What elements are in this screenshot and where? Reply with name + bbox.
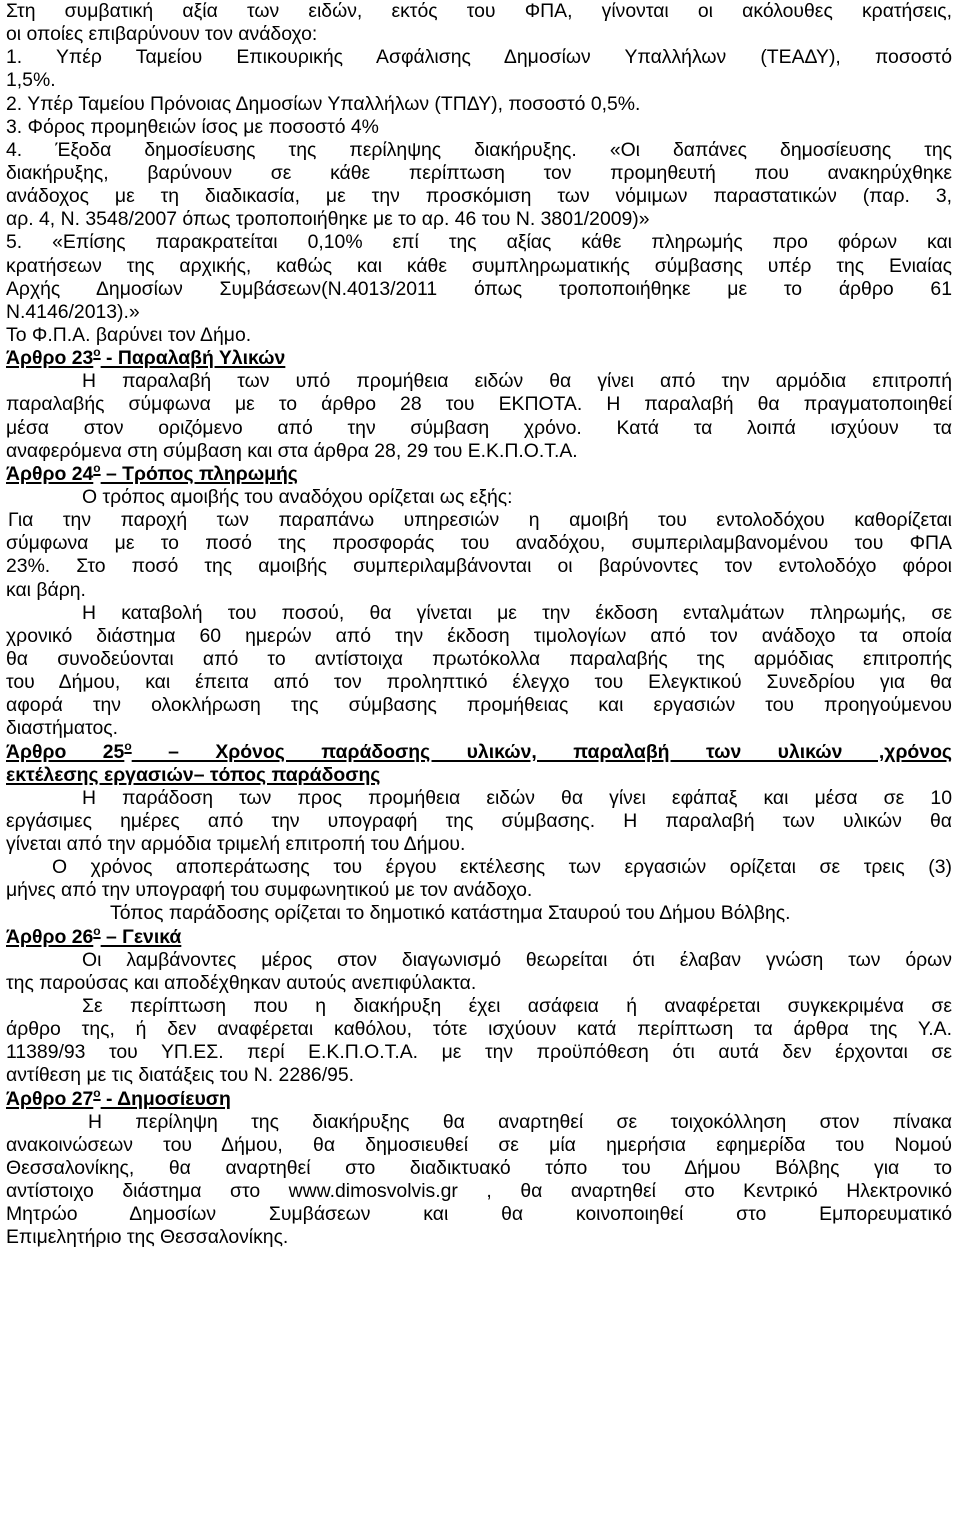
text-line: [6, 856, 952, 879]
line-text: Θεσσαλονίκης, θα αναρτηθεί στο διαδικτυακό τόπο του Δήμου Βόλβης για το: [6, 1157, 952, 1180]
text-line: [6, 185, 952, 208]
line-text: διαστήματος.: [6, 717, 119, 740]
text-line: [6, 579, 952, 602]
line-text: Ο χρόνος αποπεράτωσης του έργου εκτέλεσης των εργασιών ορίζεται σε τρεις (3): [52, 856, 952, 879]
line-text: Το Φ.Π.Α. βαρύνει τον Δήμο.: [6, 323, 252, 346]
heading-text: Άρθρο 26: [6, 925, 94, 948]
line-text: Επιμελητήριο της Θεσσαλονίκης.: [6, 1226, 289, 1249]
heading-text: Άρθρο 25: [6, 740, 125, 763]
superscript: ο: [124, 738, 132, 753]
line-text: θα συνοδεύονται από το αντίστοιχα πρωτόκολλα παραλαβής της αρμόδιας επιτροπής: [6, 647, 952, 670]
line-text: Ν.4146/2013).»: [6, 300, 140, 323]
line-text: 1,5%.: [6, 69, 56, 92]
article-heading: [6, 764, 952, 787]
superscript: ο: [93, 1085, 101, 1100]
article-heading: [6, 347, 952, 370]
line-text: Για την παροχή των παραπάνω υπηρεσιών η αμοιβή του εντολοδόχου καθορίζεται: [8, 509, 952, 532]
line-text: Η παράδοση των προς προμήθεια ειδών θα γίνει εφάπαξ και μέσα σε 10: [82, 786, 952, 809]
line-text: Σε περίπτωση που η διακήρυξη έχει ασάφεια ή αναφέρεται συγκεκριμένα σε: [82, 995, 952, 1018]
article-heading: [6, 738, 952, 764]
line-text: παραλαβής σύμφωνα με το άρθρο 28 του ΕΚΠΟΤΑ. Η παραλαβή θα πραγματοποιηθεί: [6, 393, 952, 416]
line-text: Ο τρόπος αμοιβής του αναδόχου ορίζεται ως εξής:: [82, 485, 513, 508]
text-line: [6, 1157, 952, 1180]
text-line: [6, 1226, 952, 1249]
line-text: Η περίληψη της διακήρυξης θα αναρτηθεί σε τοιχοκόλληση στον πίνακα: [88, 1110, 952, 1133]
superscript: ο: [93, 345, 101, 360]
text-line: [6, 417, 952, 440]
line-text: 23%. Στο ποσό της αμοιβής συμπεριλαμβάνονται οι βαρύνοντες τον εντολοδόχο φόροι: [6, 555, 952, 578]
line-text: Στη συμβατική αξία των ειδών, εκτός του ΦΠΑ, γίνονται οι ακόλουθες κρατήσεις,: [6, 0, 952, 22]
heading-text: - Δημοσίευση: [100, 1087, 231, 1110]
line-text: σύμφωνα με το ποσό της προσφοράς του αναδόχου, συμπεριλαμβανομένου του ΦΠΑ: [6, 532, 952, 555]
text-line: [6, 694, 952, 717]
line-text: Οι λαμβάνοντες μέρος στον διαγωνισμό θεωρείται ότι έλαβαν γνώση των όρων: [82, 948, 952, 971]
heading-text: – Χρόνος παράδοσης υλικών, παραλαβή των υλικών ,χρόνος: [131, 740, 952, 763]
text-line: [6, 1111, 952, 1134]
line-text: χρονικό διάστημα 60 ημερών από την έκδοση τιμολογίων από τον ανάδοχο τα οποία: [6, 624, 952, 647]
line-text: και βάρη.: [6, 578, 86, 601]
text-line: [6, 902, 952, 925]
text-line: [6, 278, 952, 301]
line-text: αφορά την ολοκλήρωση της σύμβασης προμήθειας και εργασιών του προηγούμενου: [6, 694, 952, 717]
line-text: Αρχής Δημοσίων Συμβάσεων(Ν.4013/2011 όπως τροποποιήθηκε με το άρθρο 61: [6, 277, 952, 300]
line-text: διακήρυξης, βαρύνουν σε κάθε περίπτωση τον προμηθευτή που ανακηρύχθηκε: [6, 161, 952, 184]
superscript: ο: [93, 460, 101, 475]
text-line: [6, 717, 952, 740]
line-text: ανάδοχος με τη διαδικασία, με την προσκόμιση των νόμιμων παραστατικών (παρ. 3,: [6, 185, 952, 208]
heading-text: Άρθρο 27: [6, 1087, 94, 1110]
text-line: [6, 1018, 952, 1041]
line-text: οι οποίες επιβαρύνουν τον ανάδοχο:: [6, 23, 318, 46]
heading-text: εκτέλεσης εργασιών– τόπος παράδοσης: [6, 763, 381, 786]
text-line: [6, 555, 952, 578]
line-text: αντίθεση με τις διατάξεις του Ν. 2286/95.: [6, 1064, 355, 1087]
text-line: [6, 671, 952, 694]
text-line: [6, 23, 952, 46]
text-line: [6, 69, 952, 92]
text-line: [6, 93, 952, 116]
text-line: [6, 810, 952, 833]
text-line: [6, 139, 952, 162]
line-text: άρθρο της, ή δεν αναφέρεται καθόλου, τότε ισχύουν κατά περίπτωση τα άρθρα της Υ.Α.: [6, 1018, 952, 1041]
line-text: Τόπος παράδοσης ορίζεται το δημοτικό κατάστημα Σταυρού του Δήμου Βόλβης.: [110, 902, 791, 925]
heading-text: Άρθρο 24: [6, 462, 94, 485]
text-line: [6, 324, 952, 347]
text-line: [6, 532, 952, 555]
line-text: αρ. 4, Ν. 3548/2007 όπως τροποποιήθηκε με το αρ. 46 του Ν. 3801/2009)»: [6, 208, 650, 231]
text-line: [6, 787, 952, 810]
text-line: [6, 162, 952, 185]
line-text: του Δήμου, και έπειτα από τον προληπτικό έλεγχο του Ελεγκτικού Συνεδρίου για θα: [6, 671, 952, 694]
text-line: [6, 393, 952, 416]
line-text: Μητρώο Δημοσίων Συμβάσεων και θα κοινοποιηθεί στο Εμπορευματικό: [6, 1203, 952, 1226]
line-text: 5. «Επίσης παρακρατείται 0,10% επί της αξίας κάθε πληρωμής προ φόρων και: [6, 231, 952, 254]
line-text: γίνεται από την αρμόδια τριμελή επιτροπή του Δήμου.: [6, 833, 466, 856]
line-text: 1. Υπέρ Ταμείου Επικουρικής Ασφάλισης Δημοσίων Υπαλλήλων (ΤΕΑΔΥ), ποσοστό: [6, 46, 952, 69]
text-line: [6, 972, 952, 995]
heading-text: – Τρόπος πληρωμής: [100, 462, 298, 485]
article-heading: [6, 923, 952, 949]
text-line: [6, 879, 952, 902]
text-line: [6, 46, 952, 69]
text-line: [6, 116, 952, 139]
text-line: [6, 486, 952, 509]
line-text: μέσα στον οριζόμενο από την σύμβαση χρόνο. Κατά τα λοιπά ισχύουν τα: [6, 416, 952, 439]
heading-text: Άρθρο 23: [6, 347, 94, 370]
text-line: [6, 208, 952, 231]
text-line: [6, 625, 952, 648]
line-text: 2. Υπέρ Ταμείου Πρόνοιας Δημοσίων Υπαλλήλων (ΤΠΔΥ), ποσοστό 0,5%.: [6, 92, 641, 115]
line-text: εργάσιμες ημέρες από την υπογραφή της σύμβασης. Η παραλαβή των υλικών θα: [6, 809, 952, 832]
heading-text: – Γενικά: [100, 925, 182, 948]
text-line: [6, 602, 952, 625]
line-text: μήνες από την υπογραφή του συμφωνητικού με τον ανάδοχο.: [6, 879, 533, 902]
document-page: [6, 0, 952, 1250]
text-line: [6, 255, 952, 278]
text-line: [6, 995, 952, 1018]
superscript: ο: [93, 923, 101, 938]
text-line: [6, 231, 952, 254]
text-line: [6, 1180, 952, 1203]
line-text: αναφερόμενα στη σύμβαση και στα άρθρα 28, 29 του Ε.Κ.Π.Ο.Τ.Α.: [6, 439, 578, 462]
text-line: [6, 1203, 952, 1226]
article-heading: [6, 460, 952, 486]
line-text: Η παραλαβή των υπό προμήθεια ειδών θα γίνει από την αρμόδια επιτροπή: [82, 370, 952, 393]
text-line: [6, 1041, 952, 1064]
line-text: 4. Έξοδα δημοσίευσης της περίληψης διακήρυξης. «Οι δαπάνες δημοσίευσης της: [6, 138, 952, 161]
line-text: κρατήσεων της αρχικής, καθώς και κάθε συμπληρωματικής σύμβασης υπέρ της Ενιαίας: [6, 254, 952, 277]
heading-text: - Παραλαβή Υλικών: [100, 347, 286, 370]
line-text: 11389/93 του ΥΠ.ΕΣ. περί Ε.Κ.Π.Ο.Τ.Α. με την προϋπόθεση ότι αυτά δεν έρχονται σε: [6, 1041, 952, 1064]
text-line: [6, 0, 952, 23]
article-heading: [6, 1085, 952, 1111]
line-text: 3. Φόρος προμηθειών ίσος με ποσοστό 4%: [6, 115, 379, 138]
text-line: [6, 833, 952, 856]
text-line: [6, 370, 952, 393]
text-line: [6, 440, 952, 463]
text-line: [6, 301, 952, 324]
text-line: [6, 949, 952, 972]
text-line: [6, 509, 952, 532]
line-text: ανακοινώσεων του Δήμου, θα δημοσιευθεί σε μία ημερήσια εφημερίδα του Νομού: [6, 1133, 952, 1156]
text-line: [6, 1134, 952, 1157]
line-text: της παρούσας και αποδέχθηκαν αυτούς ανεπιφύλακτα.: [6, 971, 477, 994]
text-line: [6, 1064, 952, 1087]
line-text: αντίστοιχο διάστημα στο www.dimosvolvis.gr , θα αναρτηθεί στο Κεντρικό Ηλεκτρονικό: [6, 1180, 952, 1203]
line-text: Η καταβολή του ποσού, θα γίνεται με την έκδοση ενταλμάτων πληρωμής, σε: [82, 601, 952, 624]
text-line: [6, 648, 952, 671]
